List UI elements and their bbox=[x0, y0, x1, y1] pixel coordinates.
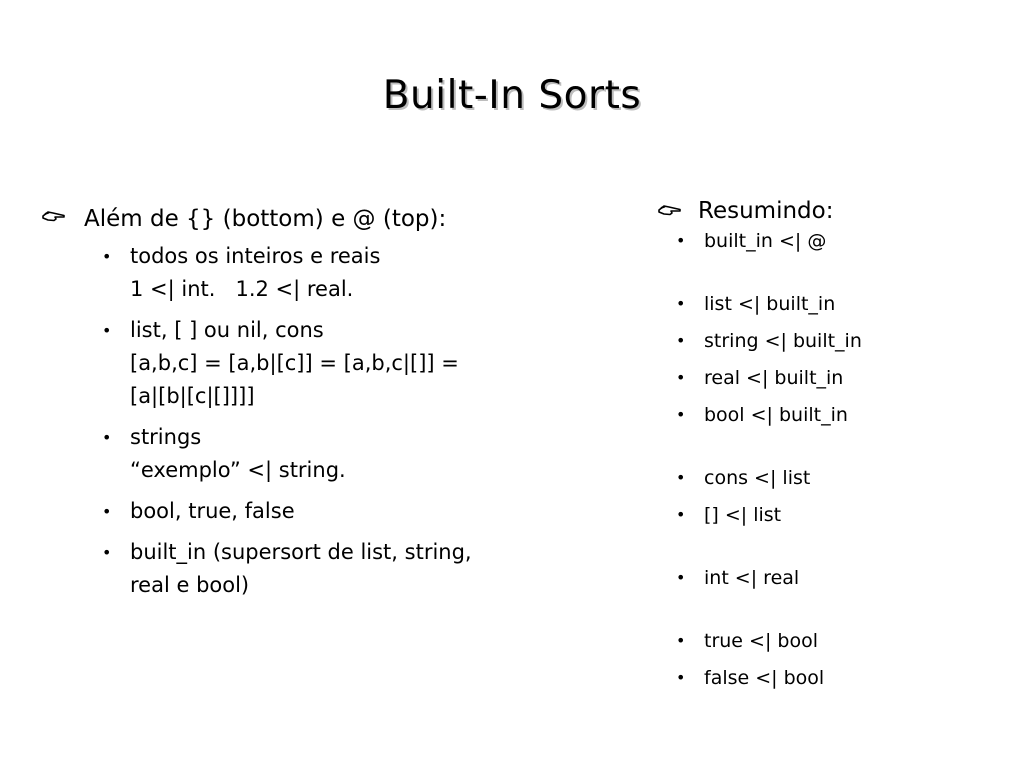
list-item bbox=[660, 465, 998, 491]
list-item-line: built_in (supersort de list, string, bbox=[130, 540, 472, 564]
right-column bbox=[658, 196, 998, 702]
list-item-text: list <| built_in bbox=[704, 293, 836, 315]
list-item bbox=[86, 536, 602, 602]
list-item-line: [a,b,c] = [a,b|[c]] = [a,b,c|[]] = bbox=[130, 351, 459, 375]
bullet-dot: • bbox=[676, 568, 686, 587]
list-item-text: true <| bool bbox=[704, 630, 818, 652]
pointing-hand-icon bbox=[658, 200, 682, 220]
list-item-line: bool, true, false bbox=[130, 499, 295, 523]
list-item-text: false <| bool bbox=[704, 667, 825, 689]
bullet-dot: • bbox=[102, 502, 112, 521]
list-item-line: strings bbox=[130, 425, 202, 449]
list-item-text: cons <| list bbox=[704, 467, 811, 489]
list-item-line: real e bool) bbox=[130, 573, 250, 597]
list-item-text: built_in <| @ bbox=[704, 230, 827, 252]
list-item-line: todos os inteiros e reais bbox=[130, 244, 381, 268]
right-heading-item bbox=[658, 196, 998, 226]
list-item bbox=[86, 314, 602, 413]
list-item-line: list, [ ] ou nil, cons bbox=[130, 318, 324, 342]
list-item-line: [a|[b|[c|[]]]] bbox=[130, 384, 255, 408]
list-item-text: [] <| list bbox=[704, 504, 782, 526]
list-item bbox=[660, 228, 998, 254]
list-item bbox=[86, 240, 602, 306]
bullet-dot: • bbox=[676, 505, 686, 524]
bullet-dot: • bbox=[102, 428, 112, 447]
list-item bbox=[660, 365, 998, 391]
list-item bbox=[660, 565, 998, 591]
bullet-dot: • bbox=[676, 668, 686, 687]
bullet-dot: • bbox=[676, 294, 686, 313]
bullet-dot: • bbox=[676, 231, 686, 250]
list-item bbox=[660, 665, 998, 691]
list-item-text: string <| built_in bbox=[704, 330, 862, 352]
left-column bbox=[42, 202, 602, 610]
list-item-line: 1 <| int. 1.2 <| real. bbox=[130, 277, 354, 301]
slide-title: Built-In Sorts bbox=[382, 73, 642, 118]
list-item-text: real <| built_in bbox=[704, 367, 844, 389]
list-item-text: bool <| built_in bbox=[704, 404, 848, 426]
bullet-dot: • bbox=[676, 468, 686, 487]
list-item bbox=[660, 502, 998, 528]
list-item bbox=[660, 328, 998, 354]
right-sub-list bbox=[660, 228, 998, 691]
list-item bbox=[660, 628, 998, 654]
bullet-dot: • bbox=[676, 331, 686, 350]
bullet-dot: • bbox=[102, 247, 112, 266]
list-item bbox=[86, 421, 602, 487]
bullet-dot: • bbox=[676, 631, 686, 650]
bullet-dot: • bbox=[676, 368, 686, 387]
list-item bbox=[660, 402, 998, 428]
list-item bbox=[86, 495, 602, 528]
right-heading: Resumindo: bbox=[698, 198, 834, 224]
bullet-dot: • bbox=[102, 543, 112, 562]
left-heading: Além de {} (bottom) e @ (top): bbox=[84, 206, 447, 232]
left-sub-list bbox=[86, 240, 602, 602]
bullet-dot: • bbox=[102, 321, 112, 340]
bullet-dot: • bbox=[676, 405, 686, 424]
list-item-line: “exemplo” <| string. bbox=[130, 458, 346, 482]
left-heading-item bbox=[42, 202, 602, 602]
list-item-text: int <| real bbox=[704, 567, 800, 589]
pointing-hand-icon bbox=[42, 206, 66, 226]
list-item bbox=[660, 291, 998, 317]
